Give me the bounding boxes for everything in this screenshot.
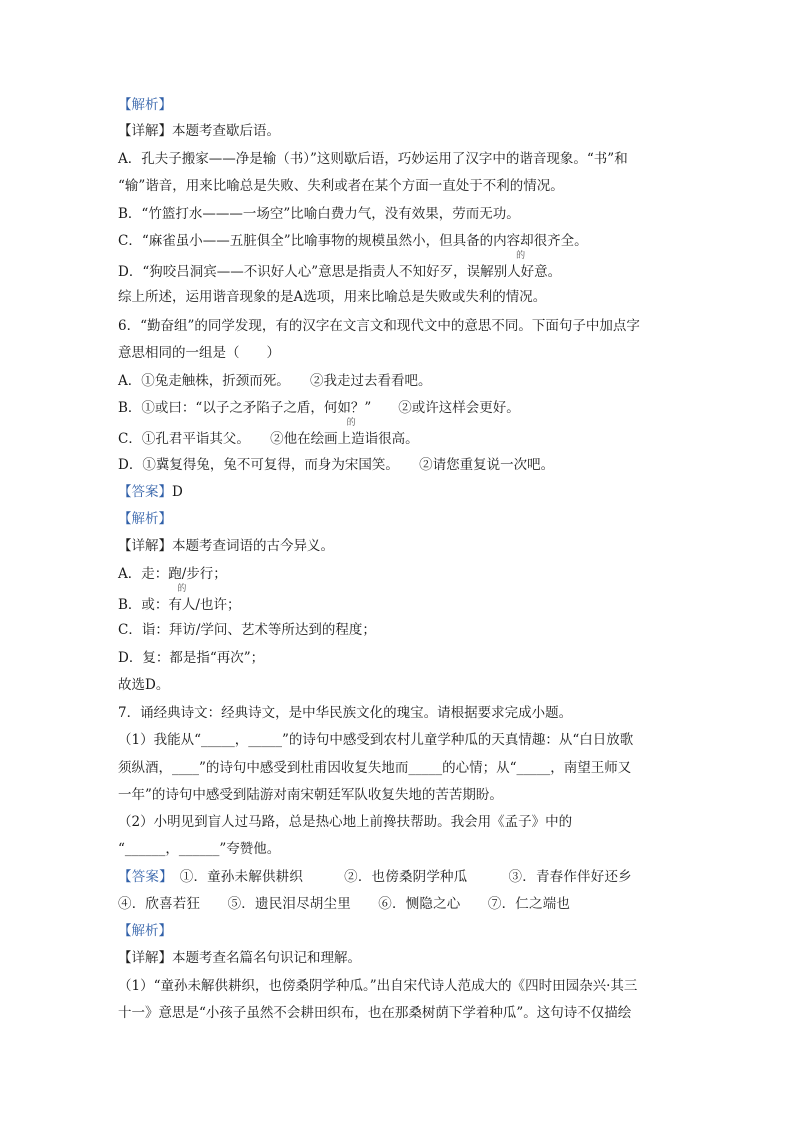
answer-line-2: ④．欣喜若狂 ⑤．遗民泪尽胡尘里 ⑥．恻隐之心 ⑦．仁之端也: [118, 896, 571, 912]
answer-tag: 【答案】: [118, 869, 167, 885]
text-segment: D．“狗咬吕洞宾——不识好人心”意思是指责人不知好歹，误解别人: [118, 264, 521, 280]
answer-line: [118, 868, 632, 886]
option-c-line: C．“麻雀虽小——五脏俱全”比喻事物的规模虽然小，但具备的内容却很齐全。: [118, 233, 588, 249]
answer-tag: 【答案】: [118, 484, 172, 500]
analysis-heading: 【解析】: [118, 923, 172, 939]
text-segment: 人/也许；: [181, 597, 241, 613]
q6-option-a: A．①兔走触株，折颈而死。 ②我走过去看看吧。: [118, 373, 432, 389]
text-segment: C．①孔君平诣其父。 ②他在绘画上: [118, 431, 352, 447]
q7-part2-line-2: “______，______”夸赞他。: [118, 841, 281, 857]
explain-b: [118, 584, 241, 614]
analysis-heading: 【解析】: [118, 511, 172, 527]
question-7-line: 7．诵经典诗文：经典诗文，是中华民族文化的瑰宝。请根据要求完成小题。: [118, 705, 573, 721]
option-b-line: B．“竹篮打水———一场空”比喻白费力气，没有效果，劳而无功。: [118, 206, 520, 222]
ruby-text: 的: [177, 584, 187, 594]
conclusion-line: 故选D。: [118, 677, 170, 693]
answer-value: D: [172, 484, 183, 500]
q7-part1-line-3: 一年”的诗句中感受到陆游对南宋朝廷军队收复失地的苦苦期盼。: [118, 787, 503, 803]
explain-line-2: 十一》意思是“小孩子虽然不会耕田织布，也在那桑树荫下学着种瓜”。这句诗不仅描绘: [118, 1005, 632, 1021]
analysis-heading: 【解析】: [118, 97, 172, 113]
explain-c: C．诣：拜访/学问、艺术等所达到的程度；: [118, 622, 376, 638]
answer-values: ①．童孙未解供耕织 ②．也傍桑阴学种瓜 ③．青春作伴好还乡: [166, 869, 632, 885]
detail-line: 【详解】本题考查名篇名句识记和理解。: [118, 950, 361, 966]
question-6-line: 6．“勤奋组”的同学发现，有的汉字在文言文和现代文中的意思不同。下面句子中加点字: [118, 318, 640, 334]
text-segment: 造诣很高。: [351, 431, 419, 447]
q6-option-c: [118, 418, 419, 448]
q7-part2-line: （2）小明见到盲人过马路，总是热心地上前搀扶帮助。我会用《孟子》中的: [118, 814, 573, 830]
explain-d: D．复：都是指“再次”；: [118, 650, 265, 666]
ruby-text: 的: [346, 418, 356, 428]
summary-line: 综上所述，运用谐音现象的是A选项，用来比喻总是失败或失利的情况。: [118, 289, 547, 305]
answer-line: [118, 483, 183, 501]
ruby-text: 的: [516, 251, 526, 261]
q6-option-b: B．①或曰：“以子之矛陷子之盾，何如？” ②或许这样会更好。: [118, 400, 520, 416]
explain-line: （1）“童孙未解供耕织，也傍桑阴学种瓜。”出自宋代诗人范成大的《四时田园杂兴·其三: [118, 978, 638, 994]
text-segment: 好意。: [520, 264, 562, 280]
option-a-line-2: “输”谐音，用来比喻总是失败、失利或者在某个方面一直处于不利的情况。: [118, 178, 564, 194]
q6-option-d: D．①冀复得兔，兔不可复得，而身为宋国笑。 ②请您重复说一次吧。: [118, 457, 555, 473]
text-segment: B．或：有: [118, 597, 182, 613]
q7-part1-line-2: 须纵酒，____”的诗句中感受到杜甫因收复失地而_____的心情；从“_____，南望王师又: [118, 760, 632, 776]
detail-line: 【详解】本题考查词语的古今异义。: [118, 538, 334, 554]
explain-a: A．走：跑/步行；: [118, 566, 227, 582]
question-6-line-2: 意思相同的一组是（ ）: [118, 345, 280, 361]
option-a-line: A．孔夫子搬家——净是输（书）”这则歇后语，巧妙运用了汉字中的谐音现象。“书”和: [118, 151, 628, 167]
option-d-line: [118, 251, 562, 281]
q7-part1-line: （1）我能从“_____，_____”的诗句中感受到农村儿童学种瓜的天真情趣：从“白日放歌: [118, 732, 634, 748]
detail-line: 【详解】本题考查歇后语。: [118, 123, 280, 139]
